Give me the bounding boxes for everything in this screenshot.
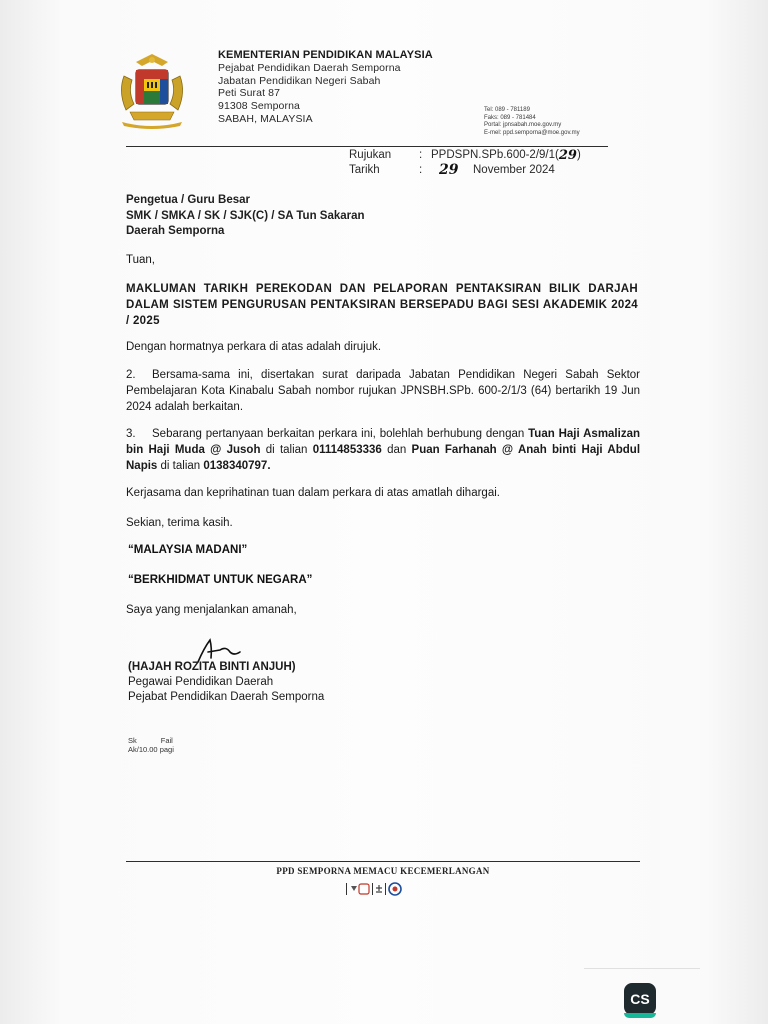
rujukan-label: Rujukan bbox=[349, 149, 392, 161]
contact-person-1: Tuan Haji Asmalizan bin Haji Muda @ Jusoh bbox=[126, 428, 640, 456]
tarikh-label: Tarikh bbox=[349, 164, 380, 176]
contact-phone-1: 01114853336 bbox=[312, 443, 382, 456]
tarikh-day-handwritten: 29 bbox=[439, 162, 459, 178]
paragraph-2 bbox=[126, 368, 640, 415]
signatory-office: Pejabat Pendidikan Daerah Semporna bbox=[128, 691, 325, 703]
signatory-name: (HAJAH ROZITA BINTI ANJUH) bbox=[128, 661, 296, 673]
letter-subject: MAKLUMAN TARIKH PEREKODAN DAN PELAPORAN PENTAKSIRAN BILIK DARJAH DALAM SISTEM PENGURUSAN PENTAKSIRAN BERSEPADU BAGI SESI AKADEMIK 2024 / 2025 bbox=[126, 283, 638, 327]
paragraph-text: di talian bbox=[157, 459, 204, 472]
footer-tagline: PPD SEMPORNA MEMACU KECEMERLANGAN bbox=[276, 866, 490, 876]
paragraph-3 bbox=[126, 427, 640, 474]
coat-of-arms-emblem bbox=[114, 52, 190, 130]
contact-person-2: Puan Farhanah @ Anah binti Haji Abdul Napis bbox=[126, 443, 641, 472]
file-note-sk: Sk bbox=[128, 736, 137, 745]
contact-portal: Portal: jpnsabah.moe.gov.my bbox=[484, 122, 562, 129]
file-note-fail: Fail bbox=[160, 736, 173, 745]
tarikh-value: November 2024 bbox=[473, 164, 555, 176]
paragraph-text: Bersama-sama ini, disertakan surat daripada Jabatan Pendidikan Negeri Sabah Sektor Pembelajaran Kota Kinabalu Sabah nombor rujukan JPNSBH.SPb. 600-2/1/3 (64) bertarikh 19 Jun 2024 adalah berkaitan. bbox=[126, 369, 640, 413]
contact-fax: Faks: 089 - 781484 bbox=[484, 114, 536, 121]
sign-intro: Saya yang menjalankan amanah, bbox=[126, 604, 297, 616]
contact-phone-2: 0138340797. bbox=[203, 459, 271, 472]
badge-label: CS bbox=[630, 991, 650, 1007]
paragraph-text: di talian bbox=[260, 443, 313, 456]
office-name: Pejabat Pendidikan Daerah Semporna bbox=[218, 61, 401, 74]
letterhead-address bbox=[218, 49, 433, 126]
file-note-time: Ak/10.00 pagi bbox=[128, 745, 174, 754]
signatory-title: Pegawai Pendidikan Daerah bbox=[128, 676, 274, 688]
file-note bbox=[128, 736, 174, 754]
rujukan-handwritten: 29 bbox=[558, 148, 577, 163]
camscanner-badge[interactable] bbox=[624, 983, 656, 1015]
recipient-line: Pengetua / Guru Besar bbox=[126, 194, 250, 206]
recipient-address bbox=[126, 193, 365, 240]
faint-line bbox=[584, 968, 700, 969]
postcode-city: 91308 Semporna bbox=[218, 100, 300, 113]
rujukan-close: ) bbox=[576, 149, 581, 161]
footer-rule bbox=[126, 861, 640, 862]
rujukan-value: PPDSPN.SPb.600-2/9/1( bbox=[431, 149, 559, 161]
footer-logos bbox=[345, 880, 413, 898]
po-box: Peti Surat 87 bbox=[218, 87, 281, 100]
salutation: Tuan, bbox=[126, 254, 155, 266]
recipient-line: Daerah Semporna bbox=[126, 225, 225, 237]
state-country: SABAH, MALAYSIA bbox=[218, 112, 313, 125]
contact-email: E-mel: ppd.semporna@moe.gov.my bbox=[484, 129, 580, 136]
badge-accent bbox=[624, 1013, 656, 1018]
reference-block: Rujukan : PPDSPN.SPb.600-2/9/1( 29 ) Tarikh : 29 November 2024 bbox=[349, 148, 581, 178]
closing-line: Sekian, terima kasih. bbox=[126, 517, 233, 529]
motto-madani: “MALAYSIA MADANI” bbox=[128, 544, 248, 556]
recipient-line: SMK / SMKA / SK / SJK(C) / SA Tun Sakaran bbox=[126, 209, 365, 222]
signatory-block bbox=[128, 660, 324, 705]
ministry-name: KEMENTERIAN PENDIDIKAN MALAYSIA bbox=[218, 49, 433, 61]
motto-berkhidmat: “BERKHIDMAT UNTUK NEGARA” bbox=[128, 574, 313, 586]
department-name: Jabatan Pendidikan Negeri Sabah bbox=[218, 74, 381, 87]
paragraph-number: 3. bbox=[126, 428, 136, 440]
paragraph-text: Sebarang pertanyaan berkaitan perkara ini, bolehlah berhubung dengan bbox=[152, 428, 529, 440]
header-rule bbox=[126, 146, 608, 147]
paragraph-text: dan bbox=[381, 443, 412, 456]
opening-line: Dengan hormatnya perkara di atas adalah dirujuk. bbox=[126, 341, 382, 353]
cooperation-line: Kerjasama dan keprihatinan tuan dalam perkara di atas amatlah dihargai. bbox=[126, 487, 500, 499]
contact-phone: Tel: 089 - 781189 bbox=[484, 107, 530, 113]
contact-block bbox=[484, 107, 580, 137]
paragraph-number: 2. bbox=[126, 369, 136, 381]
